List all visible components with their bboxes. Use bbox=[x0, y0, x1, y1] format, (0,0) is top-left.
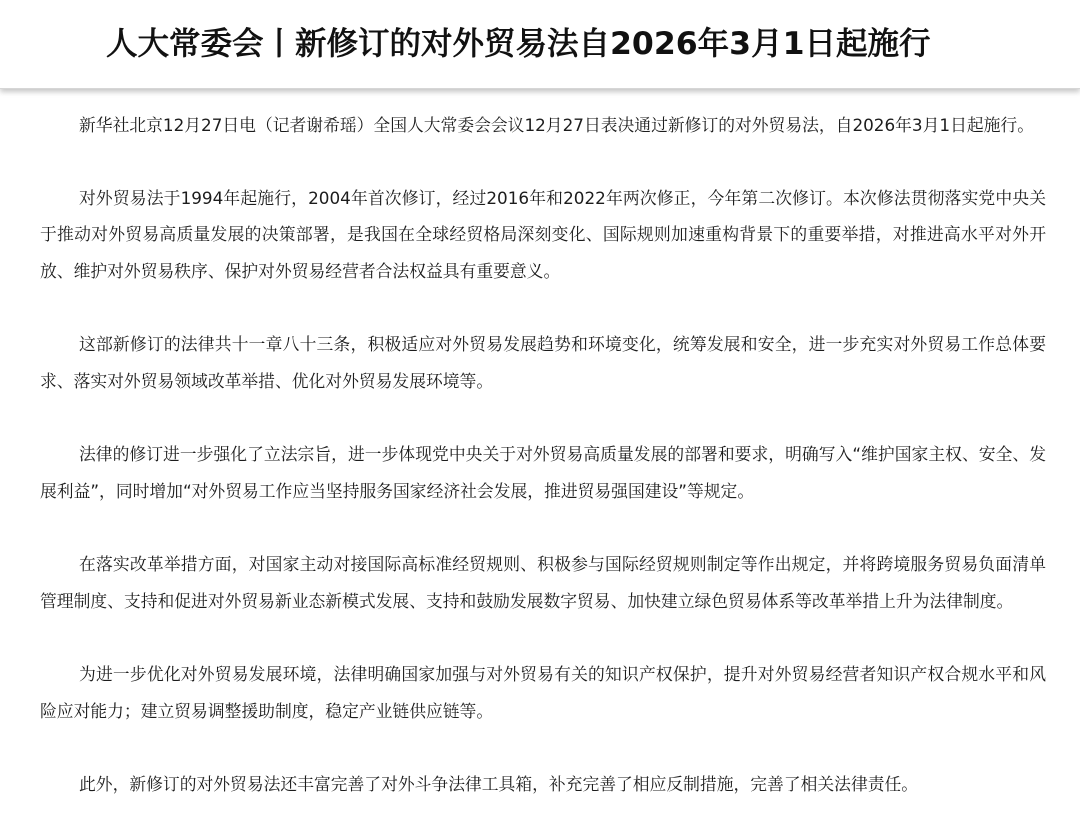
article-body bbox=[40, 107, 1046, 840]
article-paragraph: 法律的修订进一步强化了立法宗旨，进一步体现党中央关于对外贸易高质量发展的部署和要求，明确写入“维护国家主权、安全、发展利益”，同时增加“对外贸易工作应当坚持服务国家经济社会发展，推进贸易强国建设”等规定。 bbox=[40, 444, 1046, 501]
article-paragraph: 此外，新修订的对外贸易法还丰富完善了对外斗争法律工具箱，补充完善了相应反制措施，完善了相关法律责任。 bbox=[79, 774, 919, 794]
article-paragraph: 在落实改革举措方面，对国家主动对接国际高标准经贸规则、积极参与国际经贸规则制定等作出规定，并将跨境服务贸易负面清单管理制度、支持和促进对外贸易新业态新模式发展、支持和鼓励发展数字贸易、加快建立绿色贸易体系等改革举措上升为法律制度。 bbox=[40, 554, 1046, 611]
page-title: 人大常委会丨新修订的对外贸易法自2026年3月1日起施行 bbox=[106, 26, 931, 62]
article-paragraph: 新华社北京12月27日电（记者谢希瑶）全国人大常委会会议12月27日表决通过新修订的对外贸易法，自2026年3月1日起施行。 bbox=[79, 115, 1034, 135]
page-header bbox=[0, 0, 1080, 89]
article-paragraph: 为进一步优化对外贸易发展环境，法律明确国家加强与对外贸易有关的知识产权保护，提升对外贸易经营者知识产权合规水平和风险应对能力；建立贸易调整援助制度，稳定产业链供应链等。 bbox=[40, 664, 1046, 721]
article-paragraph: 这部新修订的法律共十一章八十三条，积极适应对外贸易发展趋势和环境变化，统筹发展和安全，进一步充实对外贸易工作总体要求、落实对外贸易领域改革举措、优化对外贸易发展环境等。 bbox=[40, 334, 1046, 391]
article-paragraph: 对外贸易法于1994年起施行，2004年首次修订，经过2016年和2022年两次修正，今年第二次修订。本次修法贯彻落实党中央关于推动对外贸易高质量发展的决策部署，是我国在全球经贸格局深刻变化、国际规则加速重构背景下的重要举措，对推进高水平对外开放、维护对外贸易秩序、保护对外贸易经营者合法权益具有重要意义。 bbox=[40, 187, 1046, 281]
